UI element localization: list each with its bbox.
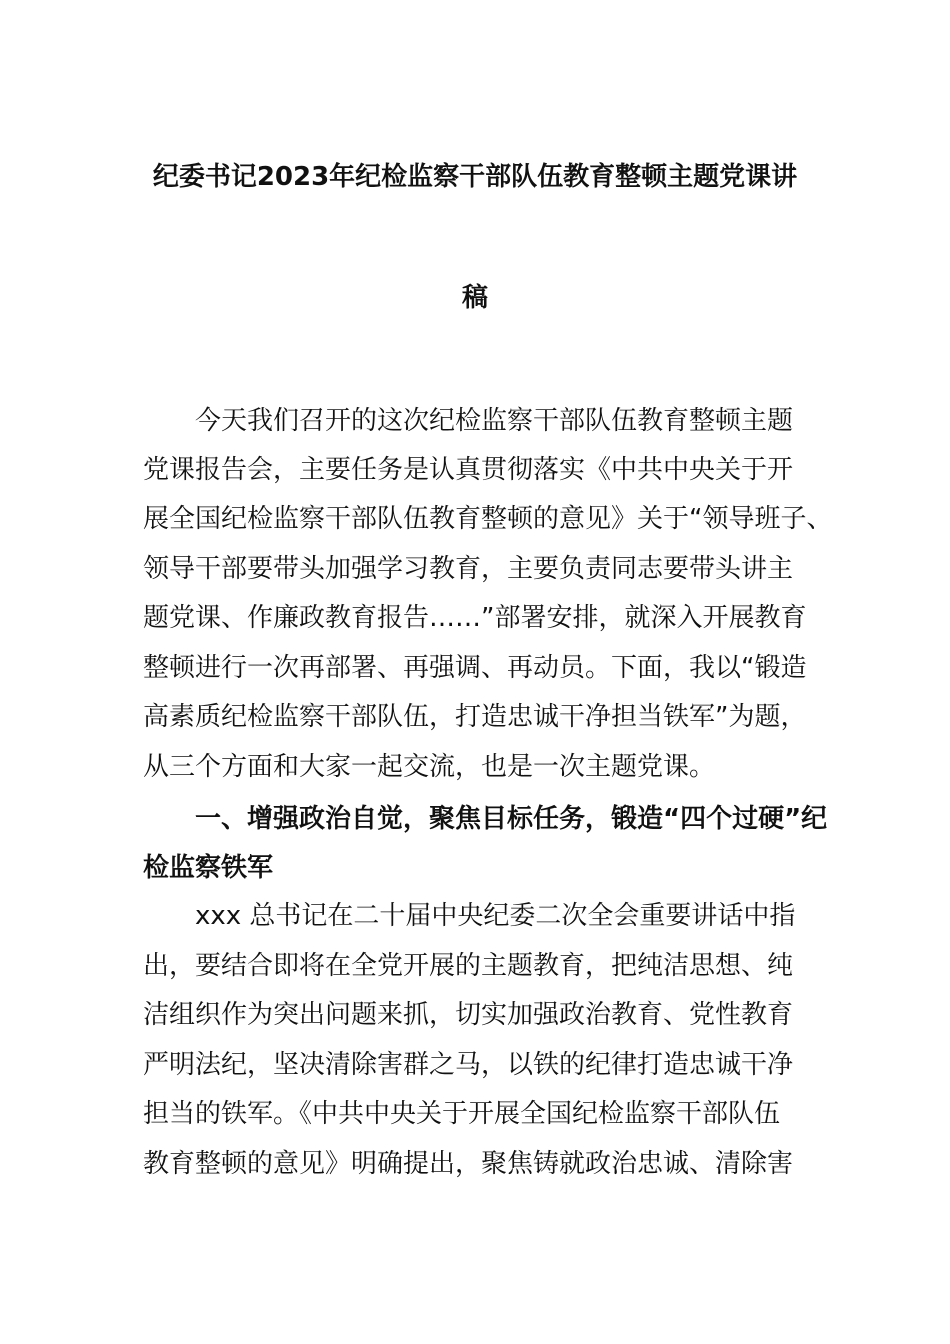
paragraph-line: 领导干部要带头加强学习教育，主要负责同志要带头讲主 xyxy=(143,554,794,584)
paragraph-line: 从三个方面和大家一起交流，也是一次主题党课。 xyxy=(143,752,716,782)
paragraph-line: xxx 总书记在二十届中央纪委二次全会重要讲话中指 xyxy=(195,901,796,931)
heading-line: 一、增强政治自觉，聚焦目标任务，锻造“四个过硬”纪 xyxy=(195,804,828,834)
paragraph-line: 高素质纪检监察干部队伍，打造忠诚干净担当铁军”为题， xyxy=(143,702,807,732)
document-title-line-1: 纪委书记2023年纪检监察干部队伍教育整顿主题党课讲 xyxy=(152,162,798,192)
paragraph-line: 党课报告会，主要任务是认真贯彻落实《中共中央关于开 xyxy=(143,455,794,485)
paragraph-line: 担当的铁军。《中共中央关于开展全国纪检监察干部队伍 xyxy=(143,1099,781,1129)
paragraph-line: 整顿进行一次再部署、再强调、再动员。下面，我以“锻造 xyxy=(143,653,807,683)
paragraph-line: 出，要结合即将在全党开展的主题教育，把纯洁思想、纯 xyxy=(143,951,794,981)
paragraph-line: 展全国纪检监察干部队伍教育整顿的意见》关于“领导班子、 xyxy=(143,504,833,534)
paragraph-line: 洁组织作为突出问题来抓，切实加强政治教育、党性教育 xyxy=(143,1000,794,1030)
paragraph-line: 题党课、作廉政教育报告……”部署安排，就深入开展教育 xyxy=(143,603,807,633)
heading-line: 检监察铁军 xyxy=(143,853,274,883)
paragraph-line: 教育整顿的意见》明确提出，聚焦铸就政治忠诚、清除害 xyxy=(143,1149,794,1179)
paragraph-line: 今天我们召开的这次纪检监察干部队伍教育整顿主题 xyxy=(195,406,794,436)
document-title-line-2: 稿 xyxy=(461,283,488,313)
paragraph-line: 严明法纪，坚决清除害群之马，以铁的纪律打造忠诚干净 xyxy=(143,1050,794,1080)
